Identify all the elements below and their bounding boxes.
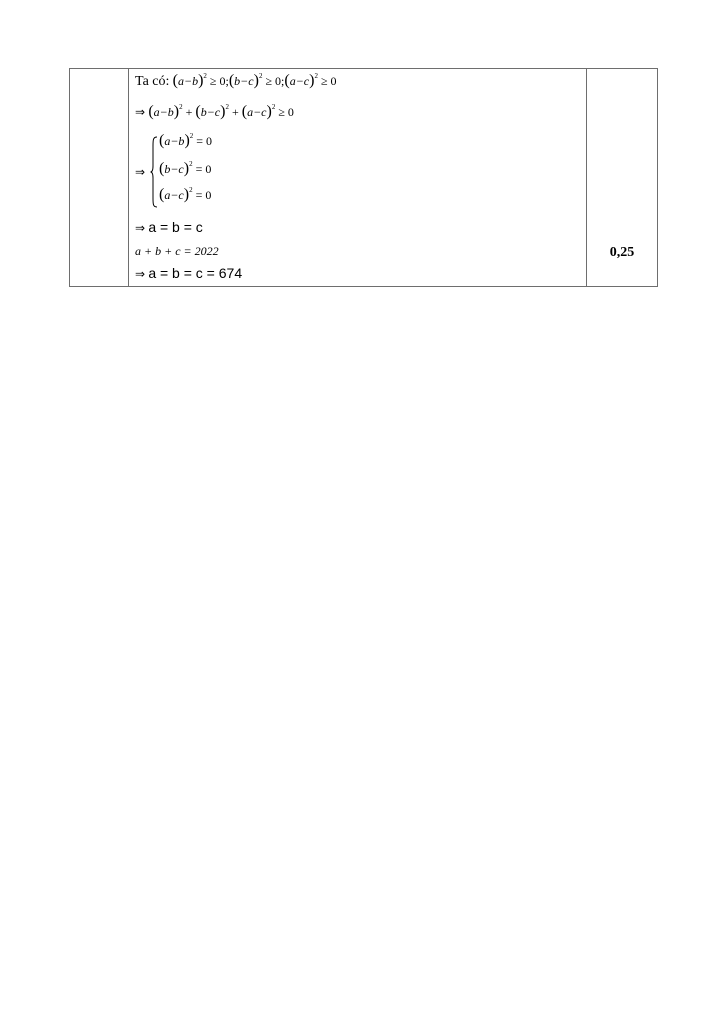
sum-equation (135, 244, 219, 258)
square-exponent: 2 (271, 103, 276, 111)
left-brace-icon (150, 136, 158, 208)
geq-zero-separator: ≥ 0; (262, 74, 285, 88)
solution-line-sum (135, 243, 219, 259)
expr-a-minus-c: a−c (289, 74, 310, 88)
system-implies (135, 164, 145, 180)
expr-b-minus-c: b−c (200, 105, 221, 119)
score-value: 0,25 (609, 245, 635, 260)
expr-a-minus-c: a−c (164, 188, 184, 202)
square-exponent: 2 (203, 72, 207, 80)
geq-zero-separator: ≥ 0; (206, 74, 229, 88)
solution-line-final (135, 265, 242, 282)
system-equation-2: $(b-c)^2 = 0$ (159, 160, 212, 177)
implies-arrow: ⇒ (135, 165, 146, 179)
plus-sign: + (182, 105, 196, 119)
equals-zero: = 0 (192, 188, 212, 202)
square-exponent: 2 (189, 160, 193, 168)
square-exponent: 2 (179, 103, 183, 111)
premise-expression: $(a-b)^2$ ≥ $0;(b-c)^2$ ≥ $0;(a-c)^2 \ge 0$ (172, 72, 337, 89)
solution-line-sum-inequality (135, 104, 294, 120)
square-exponent: 2 (225, 103, 229, 111)
system-equation-3: $(a-c)^2 = 0$ (159, 186, 212, 203)
expr-a-minus-b: a−b (153, 105, 174, 119)
expr-a-minus-b: a−b (164, 134, 185, 148)
plus-sign: + (228, 105, 242, 119)
expr-b-minus-c: b−c (164, 162, 184, 176)
expr-a-minus-c: a−c (247, 105, 267, 119)
intro-label: Ta có: (135, 74, 170, 89)
solution-line-equal (135, 219, 203, 236)
geq-zero: ≥ 0 (275, 105, 294, 119)
implies-arrow: ⇒ (135, 221, 146, 235)
sum-inequality-expression: $(a-b)^2 + (b-c)^2 + (a-c)^2 \ge 0$ (148, 103, 294, 120)
column-divider-1 (128, 69, 129, 286)
square-exponent: 2 (189, 186, 193, 194)
solution-line-premise (135, 73, 337, 90)
square-exponent: 2 (258, 72, 263, 80)
sum-equation-text: a + b + c = 2022 (135, 244, 219, 258)
equals-zero: = 0 (193, 134, 213, 148)
final-answer: a = b = c = 674 (148, 265, 243, 281)
square-exponent: 2 (189, 132, 194, 140)
expr-b-minus-c: b−c (234, 74, 254, 88)
equals-zero: = 0 (192, 162, 212, 176)
square-exponent: 2 (314, 72, 318, 80)
implies-arrow: ⇒ (135, 105, 146, 119)
implies-arrow: ⇒ (135, 267, 146, 281)
system-equation-1: $(a-b)^2 = 0$ (159, 132, 213, 149)
geq-zero: ≥ 0 (317, 74, 337, 88)
expr-a-minus-b: a−b (177, 74, 199, 88)
equal-conclusion: a = b = c (148, 219, 203, 235)
